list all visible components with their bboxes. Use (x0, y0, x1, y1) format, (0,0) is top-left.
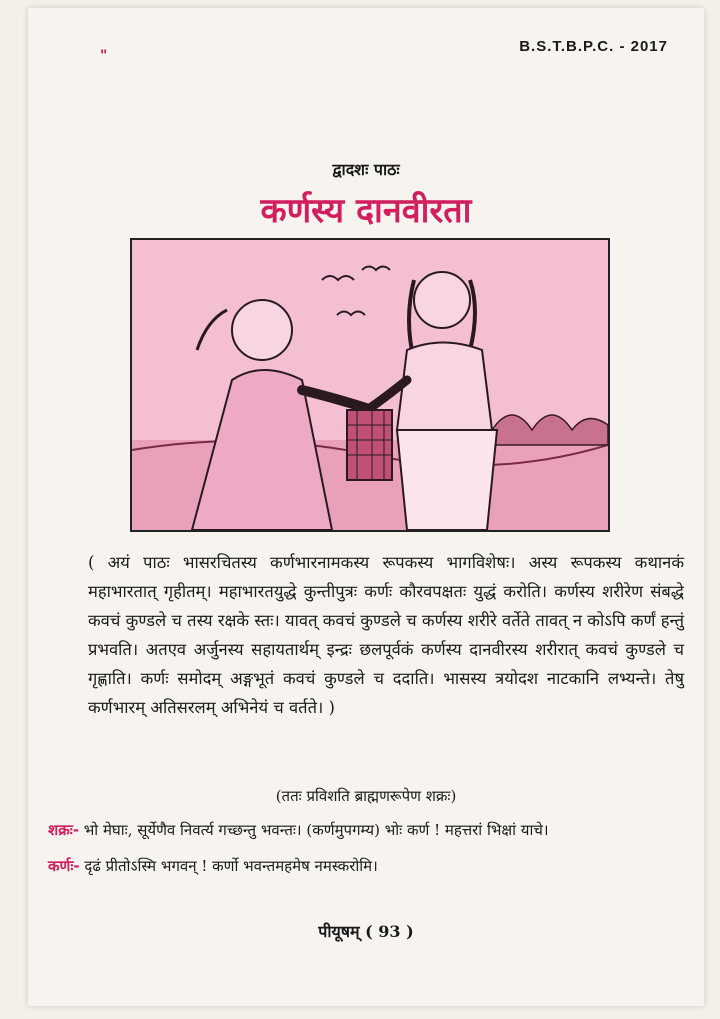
karna-indra-illustration (132, 240, 608, 530)
book-page (28, 8, 704, 1006)
dialog-text: भो मेघाः, सूर्येणैव निवर्त्य गच्छन्तु भवन्तः। (कर्णमुपगम्य) भोः कर्ण ! महत्तरां भिक्षां याचे। (83, 821, 549, 839)
dialog-line (48, 820, 688, 840)
dialog-text: दृढं प्रीतोऽस्मि भगवन् ! कर्णो भवन्तमहमेष नमस्करोमि। (84, 857, 378, 875)
lesson-number: द्वादशः पाठः (332, 160, 400, 179)
stage-direction: (ततः प्रविशति ब्राह्मणरूपेण शक्रः) (275, 787, 457, 805)
page-footer: पीयूषम् ( 93 ) (318, 922, 414, 941)
header-code: B.S.T.B.P.C. - 2017 (519, 38, 668, 55)
lesson-title: कर्णस्य दानवीरता (260, 191, 472, 231)
illustration-image (130, 238, 610, 532)
speaker-label: शक्रः- (48, 821, 79, 839)
speaker-label: कर्णः- (48, 857, 80, 875)
page-mark: " (100, 48, 108, 64)
intro-paragraph: ( अयं पाठः भासरचितस्य कर्णभारनामकस्य रूपकस्य भागविशेषः। अस्य रूपकस्य कथानकं महाभारतात् गृहीतम्। महाभारतयुद्धे कुन्तीपुत्रः कर्णः कौरवपक्षतः युद्धं करोति। कर्णस्य शरीरेण संबद्धे कवचं कुण्डले च तस्य रक्षके स्तः। यावत् कवचं कुण्डले च कर्णस्य शरीरे वर्तेते तावत् न कोऽपि कर्णं हन्तुं प्रभवति। अतएव अर्जुनस्य सहायतार्थम् इन्द्रः छलपूर्वकं कर्णस्य दानवीरस्य शरीरात् कवचं कुण्डले च गृह्णाति। कर्णः समोदम् अङ्गभूतं कवचं कुण्डले च ददाति। भासस्य त्रयोदश नाटकानि लभ्यन्ते। तेषु कर्णभारम् अतिसरलम् अभिनेयं च वर्तते। ) (88, 553, 684, 717)
dialog-line (48, 856, 688, 876)
